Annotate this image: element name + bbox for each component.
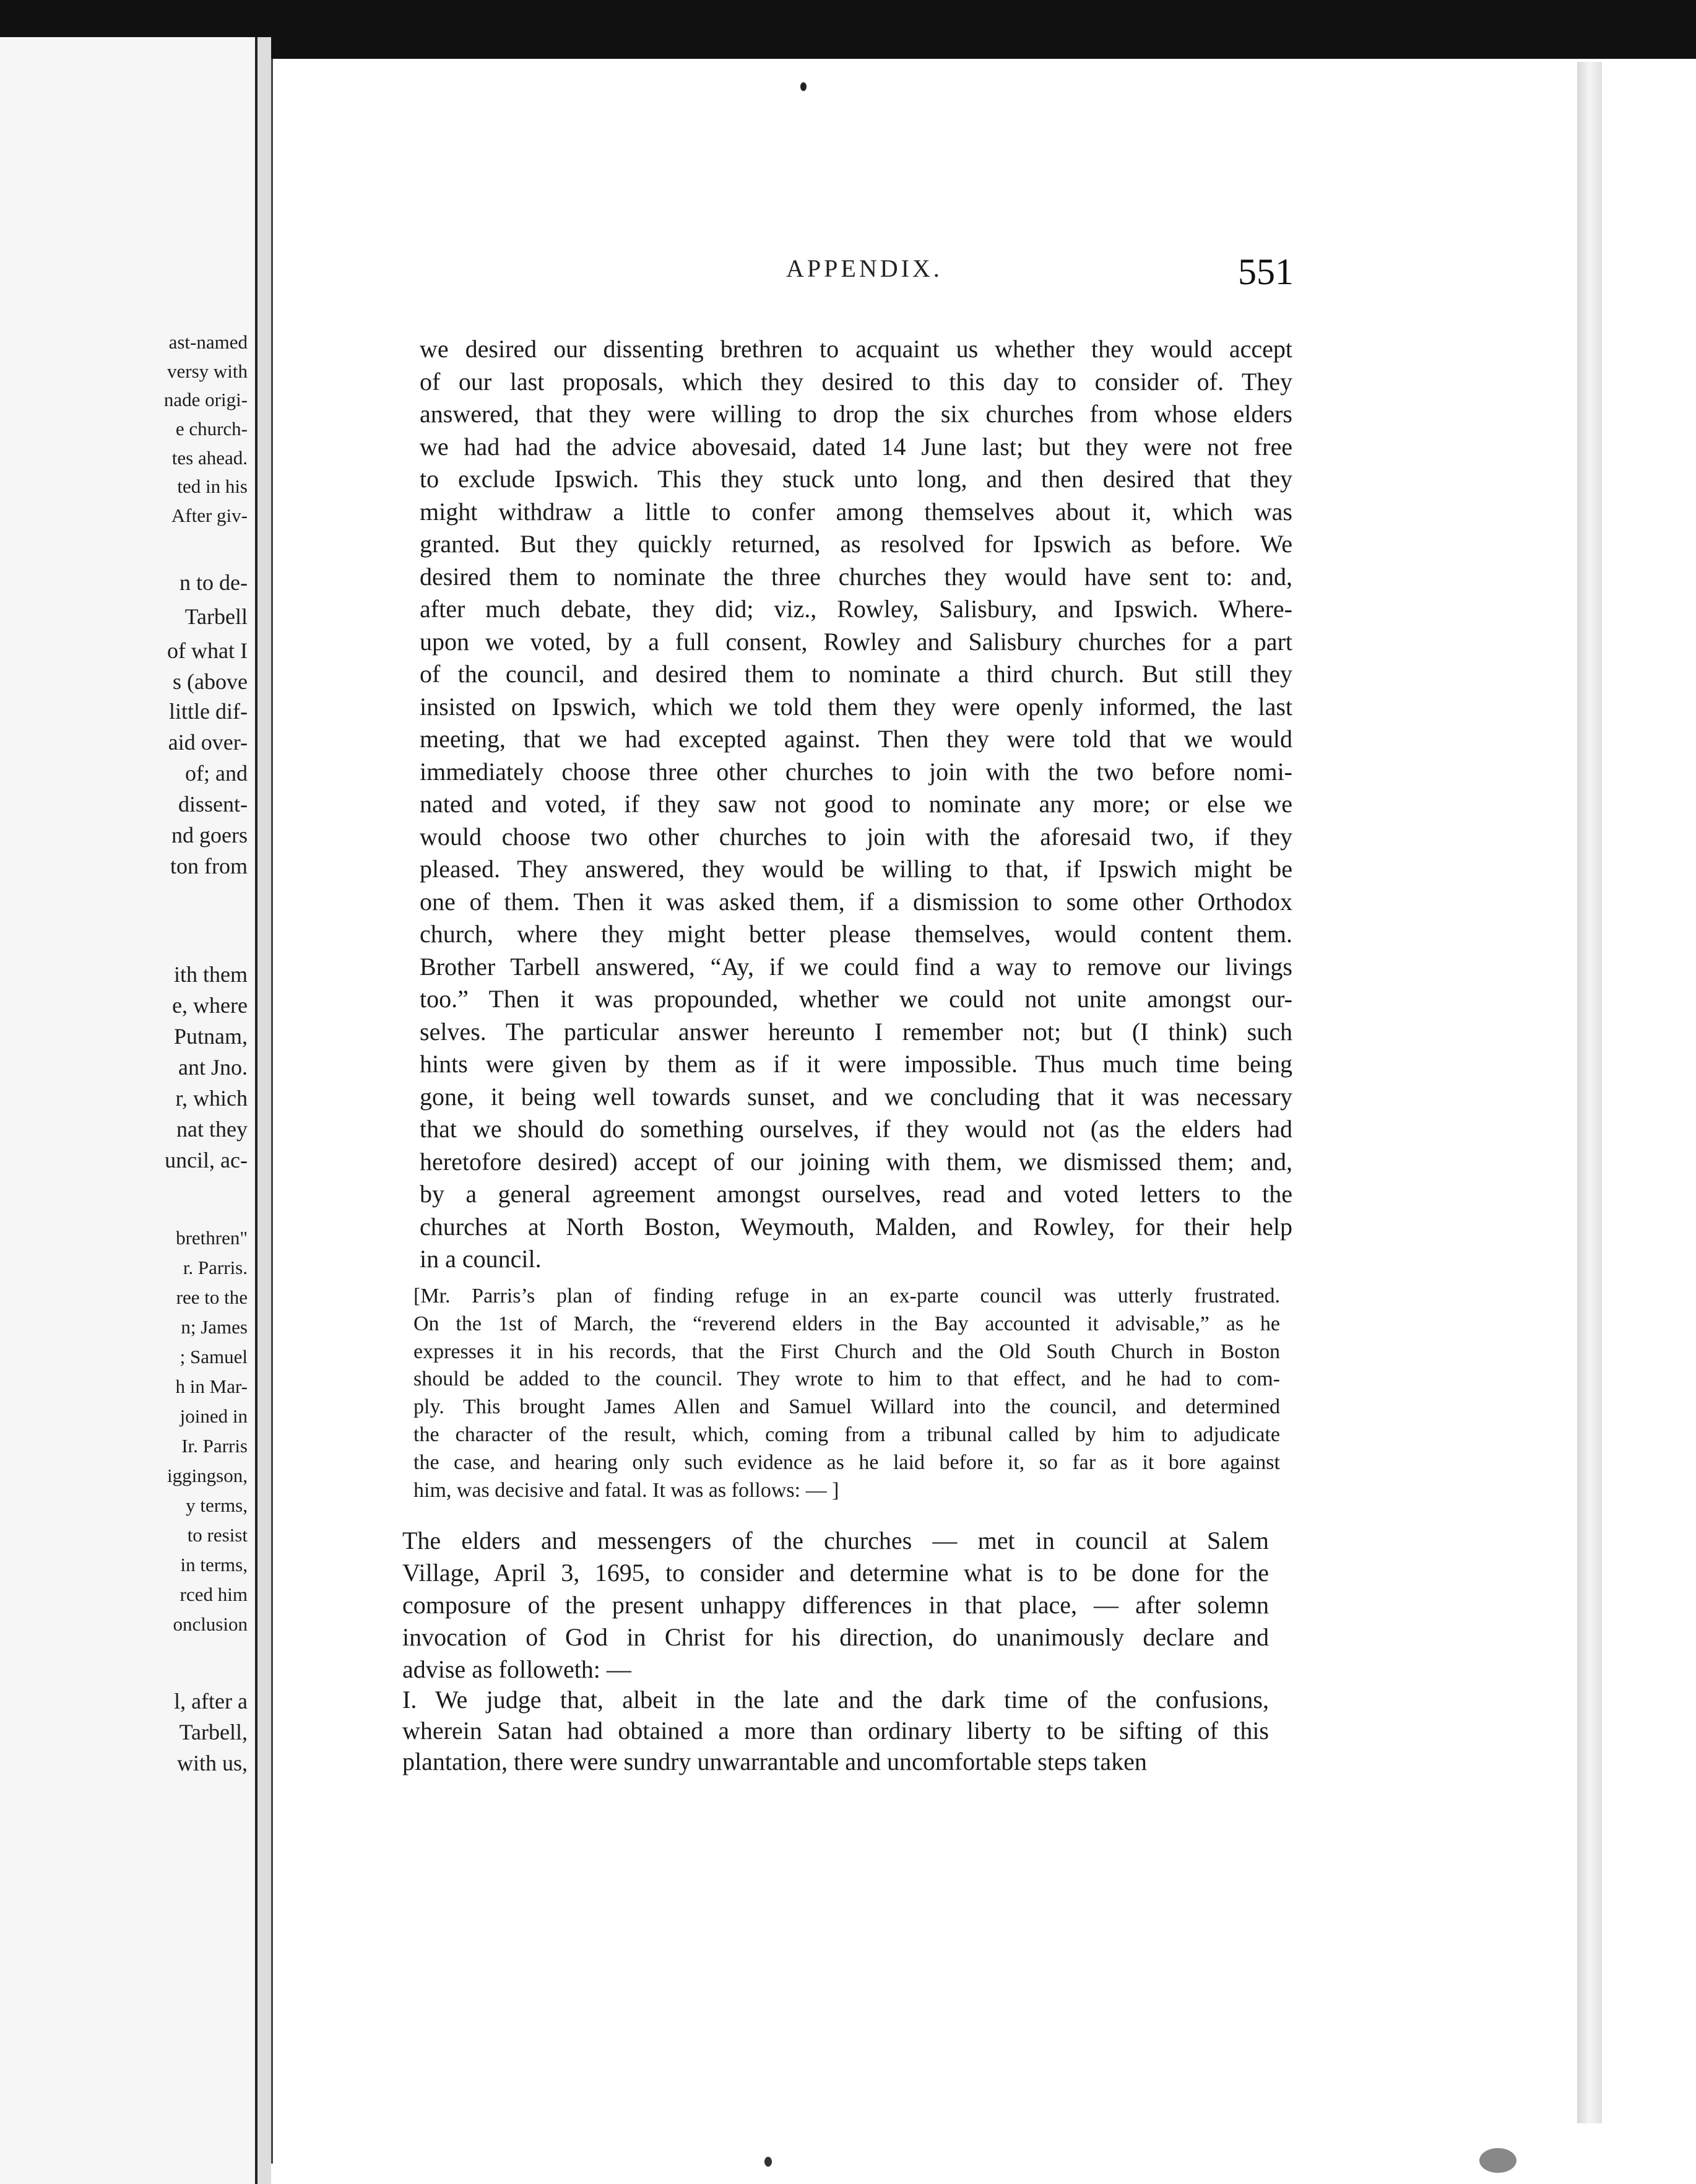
previous-page-line: dissent- xyxy=(178,792,248,817)
previous-page-line: s (above xyxy=(173,669,248,694)
previous-page-line: of what I xyxy=(167,638,248,663)
previous-page-line: y terms, xyxy=(186,1494,248,1516)
body-paragraph-line: of our last proposals, which they desired to this day to consider of. They xyxy=(420,367,1292,396)
previous-page-line: Tarbell, xyxy=(179,1720,248,1744)
page-edge xyxy=(1577,62,1602,2123)
editor-note-line: [Mr. Parris’s plan of finding refuge in an ex-parte council was utterly frustrated. xyxy=(413,1285,1280,1307)
body-paragraph-line: nated and voted, if they saw not good to nominate any more; or else we xyxy=(420,790,1292,818)
page-number: 551 xyxy=(1238,251,1294,292)
previous-page-line: joined in xyxy=(180,1405,248,1427)
body-paragraph-line: that we should do something ourselves, if they would not (as the elders had xyxy=(420,1115,1292,1143)
ink-smudge xyxy=(1479,2148,1516,2173)
previous-page-line: ast-named xyxy=(168,331,248,353)
editor-note-line: ply. This brought James Allen and Samuel Willard into the council, and determined xyxy=(413,1395,1280,1419)
previous-page-line: brethren" xyxy=(176,1227,248,1249)
body-paragraph-line: of the council, and desired them to nominate a third church. But still they xyxy=(420,660,1292,688)
previous-page-line: e church- xyxy=(175,418,248,440)
previous-page-line: nat they xyxy=(176,1117,248,1142)
body-paragraph-line: we had had the advice abovesaid, dated 14 June last; but they were not free xyxy=(420,432,1292,461)
previous-page-line: iggingson, xyxy=(167,1465,248,1486)
page-gutter xyxy=(257,37,271,2184)
article-one-line: wherein Satan had obtained a more than ordinary liberty to be sifting of this xyxy=(402,1717,1269,1744)
previous-page-line: uncil, ac- xyxy=(165,1148,248,1172)
previous-page-line: ant Jno. xyxy=(178,1055,248,1080)
previous-page-line: in terms, xyxy=(180,1554,248,1575)
editor-note-line: the case, and hearing only such evidence as he laid before it, so far as it bore against xyxy=(413,1450,1280,1474)
article-one-line: I. We judge that, albeit in the late and the dark time of the confusions, xyxy=(402,1686,1269,1714)
editor-note-line: should be added to the council. They wrote to him to that effect, and he had to com- xyxy=(413,1367,1280,1391)
previous-page-line: ith them xyxy=(174,962,248,987)
previous-page-line: ted in his xyxy=(177,475,248,497)
body-paragraph-line: answered, that they were willing to drop the six churches from whose elders xyxy=(420,400,1292,428)
previous-page-line: ton from xyxy=(170,854,248,878)
body-paragraph-line: desired them to nominate the three churches they would have sent to: and, xyxy=(420,562,1292,591)
body-paragraph-line: one of them. Then it was asked them, if a dismission to some other Orthodox xyxy=(420,887,1292,916)
previous-page-line: r. Parris. xyxy=(183,1257,248,1278)
previous-page-line: to resist xyxy=(187,1524,248,1546)
body-paragraph-line: in a council. xyxy=(420,1245,542,1273)
body-paragraph-line: hints were given by them as if it were impossible. Thus much time being xyxy=(420,1050,1292,1078)
editor-note-line: On the 1st of March, the “reverend elders in the Bay accounted it advisable,” as he xyxy=(413,1312,1280,1335)
previous-page-line: nade origi- xyxy=(163,389,248,410)
body-paragraph-line: meeting, that we had excepted against. Then they were told that we would xyxy=(420,725,1292,753)
previous-page-line: Ir. Parris xyxy=(181,1435,248,1457)
previous-page-line: little dif- xyxy=(169,699,248,724)
ink-speck xyxy=(764,2157,772,2167)
previous-page-line: ree to the xyxy=(176,1286,248,1308)
council-result-line: invocation of God in Christ for his direction, do unanimously declare and xyxy=(402,1623,1269,1651)
previous-page-line: r, which xyxy=(175,1086,248,1111)
previous-page-line: nd goers xyxy=(171,823,248,847)
previous-page-line: aid over- xyxy=(168,730,248,755)
previous-page-line: versy with xyxy=(167,360,248,382)
previous-page-line: Tarbell xyxy=(184,604,248,629)
body-paragraph-line: by a general agreement amongst ourselves, read and voted letters to the xyxy=(420,1180,1292,1208)
body-paragraph-line: granted. But they quickly returned, as resolved for Ipswich as before. We xyxy=(420,530,1292,558)
editor-note-line: the character of the result, which, coming from a tribunal called by him to adjudicate xyxy=(413,1423,1280,1446)
body-paragraph-line: pleased. They answered, they would be willing to that, if Ipswich might be xyxy=(420,855,1292,883)
previous-page-line: onclusion xyxy=(173,1613,248,1635)
previous-page-line: rced him xyxy=(180,1584,248,1605)
council-result-line: Village, April 3, 1695, to consider and determine what is to be done for the xyxy=(402,1559,1269,1587)
running-head: APPENDIX. xyxy=(786,254,943,282)
body-paragraph-line: gone, it being well towards sunset, and we concluding that it was necessary xyxy=(420,1082,1292,1111)
body-paragraph-line: church, where they might better please themselves, would content them. xyxy=(420,920,1292,948)
body-paragraph-line: heretofore desired) accept of our joining with them, we dismissed them; and, xyxy=(420,1147,1292,1176)
previous-page-fragment xyxy=(0,37,257,2184)
body-paragraph-line: we desired our dissenting brethren to acquaint us whether they would accept xyxy=(420,335,1292,363)
previous-page-line: h in Mar- xyxy=(175,1376,248,1397)
council-result-line: advise as followeth: — xyxy=(402,1655,631,1683)
previous-page-line: of; and xyxy=(185,761,248,786)
council-result-line: composure of the present unhappy differences in that place, — after solemn xyxy=(402,1591,1269,1619)
body-paragraph-line: upon we voted, by a full consent, Rowley and Salisbury churches for a part xyxy=(420,627,1292,656)
previous-page-line: with us, xyxy=(176,1751,248,1775)
ink-speck xyxy=(800,82,807,91)
previous-page-line: tes ahead. xyxy=(171,447,248,469)
body-paragraph-line: churches at North Boston, Weymouth, Malden, and Rowley, for their help xyxy=(420,1212,1292,1241)
body-paragraph-line: to exclude Ipswich. This they stuck unto long, and then desired that they xyxy=(420,465,1292,493)
previous-page-line: n; James xyxy=(181,1316,248,1338)
council-result-line: The elders and messengers of the churches — met in council at Salem xyxy=(402,1527,1269,1554)
previous-page-line: n to de- xyxy=(180,570,248,595)
body-paragraph-line: immediately choose three other churches to join with the two before nomi- xyxy=(420,757,1292,786)
previous-page-line: After giv- xyxy=(171,505,248,526)
previous-page-line: ; Samuel xyxy=(180,1346,248,1367)
article-one-line: plantation, there were sundry unwarrantable and uncomfortable steps taken xyxy=(402,1748,1147,1775)
editor-note-line: expresses it in his records, that the First Church and the Old South Church in Boston xyxy=(413,1340,1280,1363)
previous-page-line: Putnam, xyxy=(173,1024,248,1049)
body-paragraph-line: might withdraw a little to confer among themselves about it, which was xyxy=(420,497,1292,526)
body-paragraph-line: too.” Then it was propounded, whether we could not unite amongst our- xyxy=(420,985,1292,1013)
body-paragraph-line: after much debate, they did; viz., Rowley, Salisbury, and Ipswich. Where- xyxy=(420,595,1292,623)
body-paragraph-line: Brother Tarbell answered, “Ay, if we could find a way to remove our livings xyxy=(420,952,1292,981)
previous-page-line: l, after a xyxy=(174,1689,248,1714)
previous-page-line: e, where xyxy=(172,993,248,1018)
editor-note-line: him, was decisive and fatal. It was as follows: — ] xyxy=(413,1478,839,1502)
body-paragraph-line: selves. The particular answer hereunto I remember not; but (I think) such xyxy=(420,1017,1292,1046)
body-paragraph-line: would choose two other churches to join with the aforesaid two, if they xyxy=(420,822,1292,851)
body-paragraph-line: insisted on Ipswich, which we told them they were openly informed, the last xyxy=(420,692,1292,721)
